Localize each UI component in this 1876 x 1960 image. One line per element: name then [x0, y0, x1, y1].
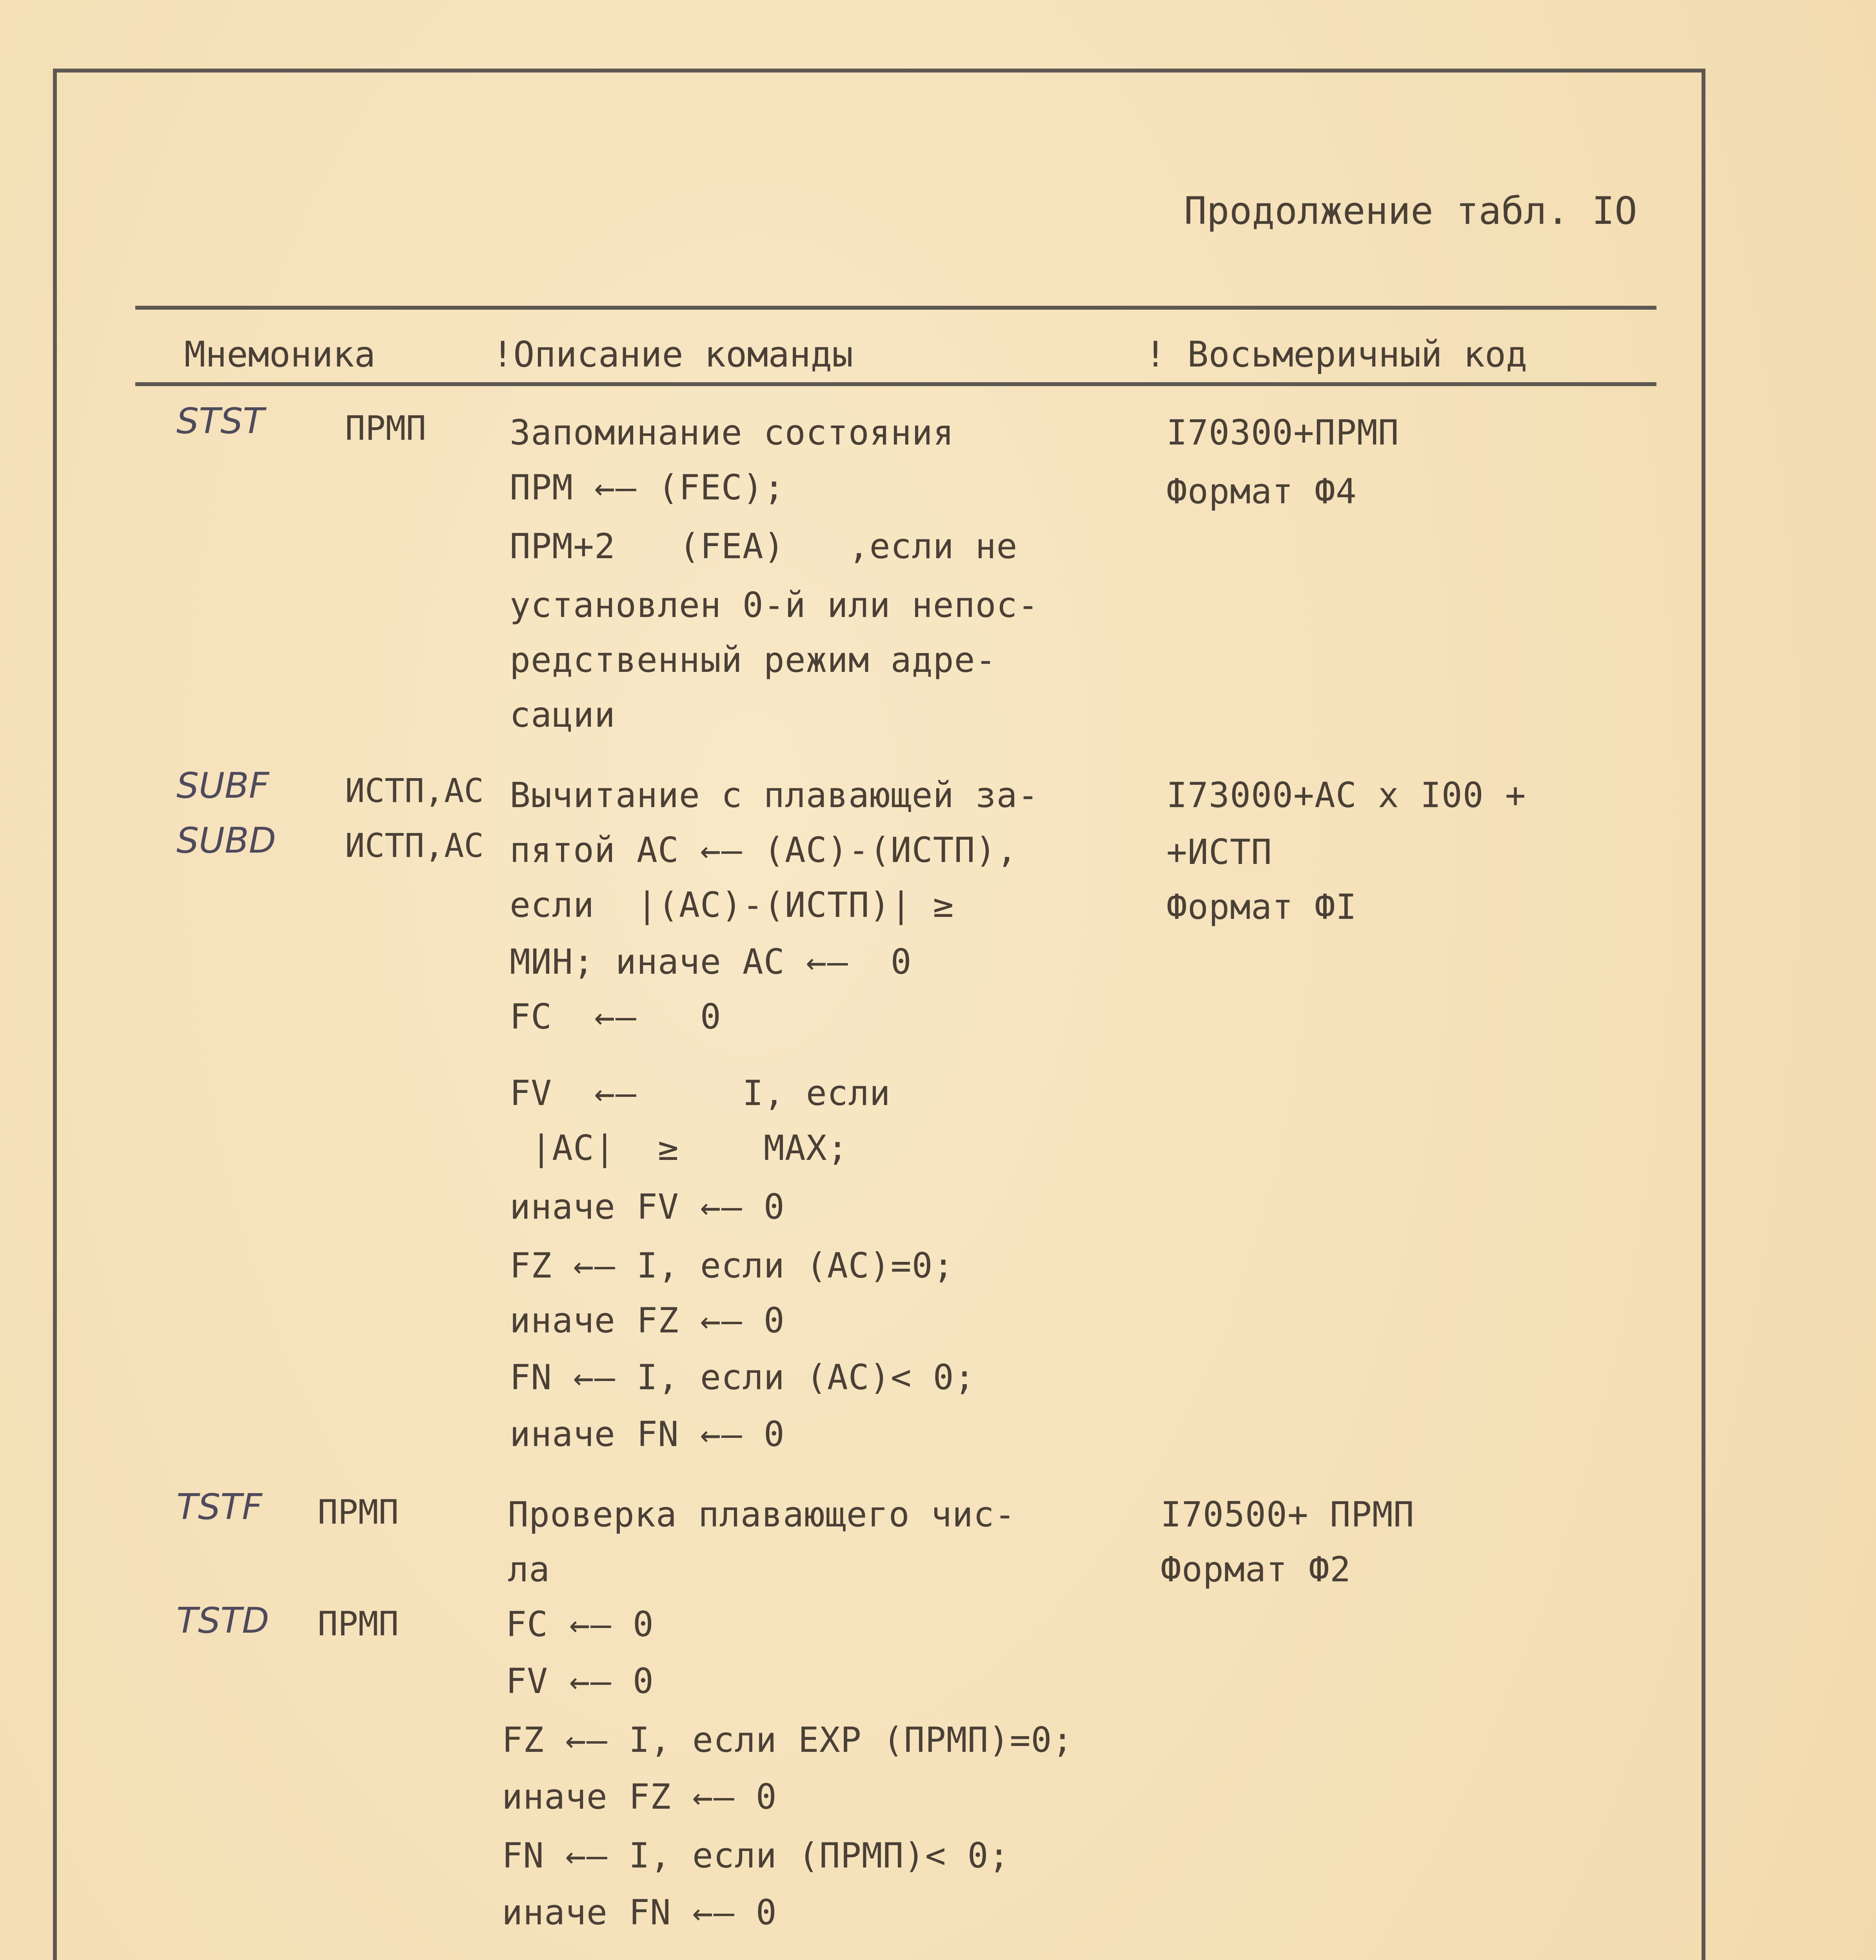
desc-subf-line: FC ←— 0 [510, 996, 721, 1037]
desc-subf-line: FZ ←— I, если (AC)=0; [510, 1245, 954, 1286]
header-description: !Описание команды [492, 334, 854, 375]
operand-stst: ПРМП [345, 409, 427, 448]
desc-stst-line: сации [510, 695, 616, 735]
table-header-rule [135, 382, 1656, 386]
mnemonic-subf: SUBF [176, 765, 269, 806]
desc-subf-line: иначе FZ ←— 0 [510, 1300, 785, 1341]
desc-stst-line: ПРМ ←— (FEC); [510, 467, 785, 508]
operand-subf: ИСТП,AC [345, 771, 484, 810]
desc-subf-line: FN ←— I, если (AC)< 0; [510, 1357, 975, 1397]
code-subf-line: +ИСТП [1166, 832, 1272, 872]
desc-tstd-line: иначе FN ←— 0 [502, 1892, 777, 1933]
desc-tstd-line: FC ←— 0 [506, 1604, 654, 1644]
code-subf-line: I73000+AC x I00 + [1166, 775, 1526, 815]
desc-stst-line: редственный режим адре- [510, 640, 997, 680]
desc-stst-line: установлен 0-й или непос- [510, 585, 1039, 625]
desc-subf-line: если |(AC)-(ИСТП)| ≥ [510, 885, 954, 925]
desc-tstd-line: FV ←— 0 [506, 1661, 654, 1701]
desc-tstf-line: Проверка плавающего чис- [508, 1494, 1016, 1535]
desc-stst-line: ПРМ+2 (FEA) ,если не [510, 526, 1018, 566]
desc-tstf-line: ла [508, 1549, 550, 1590]
operand-subd: ИСТП,AC [345, 826, 484, 865]
desc-stst-line: Запоминание состояния [510, 412, 954, 453]
code-tstf-line: I70500+ ПРМП [1160, 1494, 1415, 1535]
header-octal-code: ! Восьмеричный код [1145, 334, 1527, 375]
mnemonic-tstf: TSTF [176, 1486, 262, 1528]
desc-subf-line: пятой AC ←— (AC)-(ИСТП), [510, 830, 1018, 870]
operand-tstf: ПРМП [318, 1493, 399, 1532]
desc-subf-line: Вычитание с плавающей за- [510, 775, 1039, 815]
desc-subf-line: иначе FN ←— 0 [510, 1414, 785, 1454]
desc-subf-line: иначе FV ←— 0 [510, 1187, 785, 1227]
table-top-rule [135, 306, 1656, 310]
desc-tstd-line: иначе FZ ←— 0 [502, 1777, 777, 1817]
desc-tstd-line: FZ ←— I, если EXP (ПРМП)=0; [502, 1720, 1073, 1760]
continuation-note: Продолжение табл. IO [1184, 189, 1637, 233]
mnemonic-stst: STST [176, 401, 265, 442]
mnemonic-tstd: TSTD [176, 1600, 269, 1641]
desc-tstd-line: FN ←— I, если (ПРМП)< 0; [502, 1835, 1010, 1876]
desc-subf-line: FV ←— I, если [510, 1073, 891, 1113]
code-tstf-line: Формат Ф2 [1160, 1549, 1351, 1590]
header-mnemonic: Мнемоника [184, 334, 376, 375]
desc-subf-line: |AC| ≥ MAX; [510, 1128, 848, 1168]
code-stst-line: Формат Ф4 [1166, 471, 1357, 512]
code-subf-line: Формат ФI [1166, 887, 1357, 927]
mnemonic-subd: SUBD [176, 820, 276, 861]
operand-tstd: ПРМП [318, 1604, 399, 1644]
desc-subf-line: МИН; иначе AC ←— 0 [510, 942, 912, 982]
code-stst-line: I70300+ПРМП [1166, 412, 1399, 453]
